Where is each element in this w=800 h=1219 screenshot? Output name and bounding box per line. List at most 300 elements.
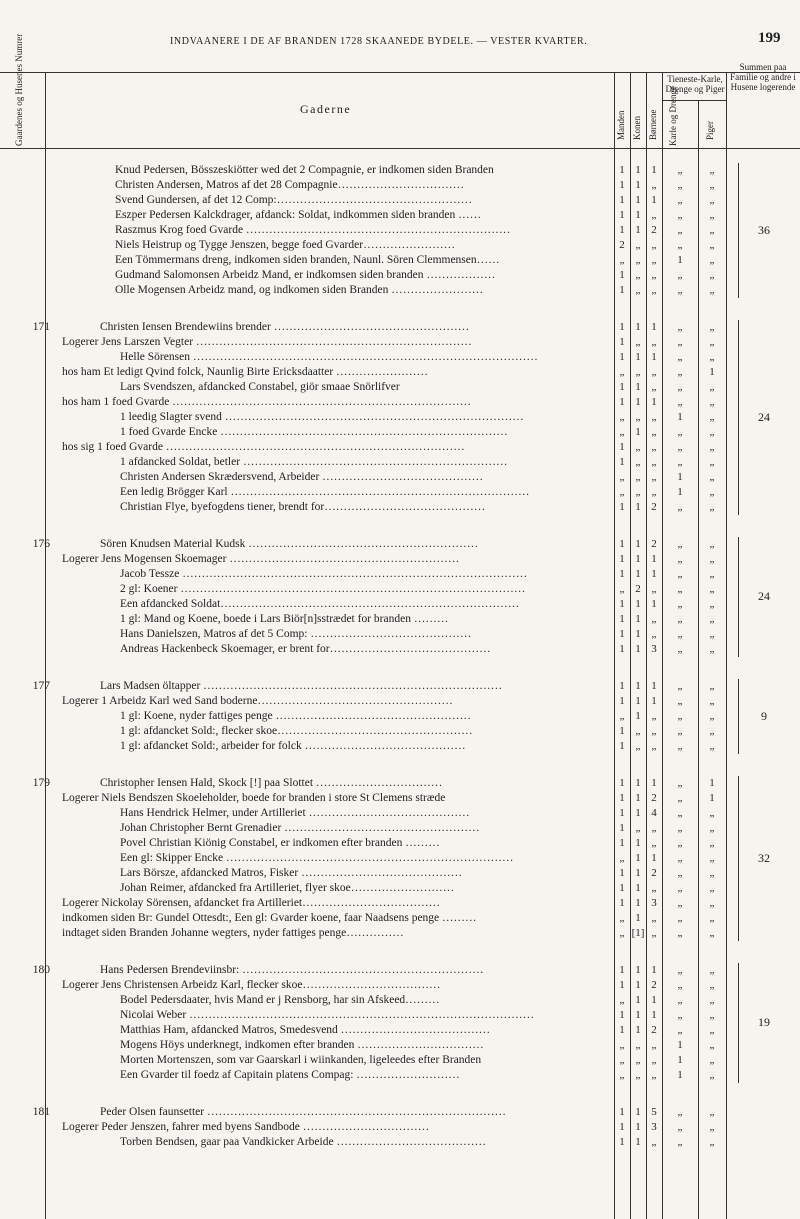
count-cell: „ — [619, 1039, 625, 1051]
entry-text: Helle Sörensen ……………………………………………………………………………… — [120, 351, 538, 363]
entry-text: Lars Svendszen, afdancked Constabel, giör smaae Snörlifver — [120, 381, 400, 393]
count-cell: 1 — [635, 852, 641, 864]
count-cell: 1 — [619, 643, 625, 655]
count-cell: „ — [635, 254, 641, 266]
count-cell: „ — [651, 336, 657, 348]
count-cell: „ — [651, 1054, 657, 1066]
table-row — [0, 1023, 800, 1038]
count-cell: 1 — [677, 254, 683, 266]
count-cell: „ — [651, 837, 657, 849]
count-cell: 1 — [619, 381, 625, 393]
count-cell: 1 — [619, 1121, 625, 1133]
table-row — [0, 851, 800, 866]
count-cell: 1 — [651, 598, 657, 610]
count-cell: 1 — [619, 628, 625, 640]
count-cell: „ — [709, 1136, 715, 1148]
count-cell: „ — [709, 822, 715, 834]
count-cell: 1 — [619, 792, 625, 804]
count-cell: „ — [709, 396, 715, 408]
table-row — [0, 537, 800, 552]
entry-text: Raszmus Krog foed Gvarde …………………………………………………………… — [115, 224, 511, 236]
table-row — [0, 926, 800, 941]
entry-text: Povel Christian Kiönig Constabel, er indkomen efter branden ……… — [120, 837, 440, 849]
count-cell: 1 — [651, 194, 657, 206]
count-cell: „ — [677, 867, 683, 879]
table-row — [0, 911, 800, 926]
servant-men-header: Karle og Drenge — [668, 86, 678, 146]
count-cell: 1 — [619, 680, 625, 692]
count-cell: 1 — [619, 777, 625, 789]
count-cell: 3 — [651, 897, 657, 909]
count-cell: 1 — [677, 1039, 683, 1051]
count-cell: „ — [651, 366, 657, 378]
count-cell: „ — [709, 628, 715, 640]
count-cell: 1 — [635, 1121, 641, 1133]
count-cell: „ — [677, 927, 683, 939]
count-cell: „ — [677, 643, 683, 655]
count-cell: 1 — [619, 613, 625, 625]
count-cell: „ — [709, 979, 715, 991]
count-cell: „ — [651, 927, 657, 939]
count-cell: „ — [677, 1121, 683, 1133]
total-header: Summen paa Familie og andre i Husene logerende — [730, 62, 796, 92]
count-cell: 1 — [635, 882, 641, 894]
house-number: 179 — [32, 777, 50, 789]
table-row — [0, 866, 800, 881]
entry-text: Eszper Pedersen Kalckdrager, afdanck: Soldat, indkommen siden branden …… — [115, 209, 482, 221]
count-cell: 1 — [619, 456, 625, 468]
entry-text: Christian Flye, byefogdens tiener, brendt for…………………………………… — [120, 501, 486, 513]
count-cell: „ — [709, 209, 715, 221]
entry-text: Bodel Pedersdaater, hvis Mand er j Rensborg, har sin Afskeed……… — [120, 994, 440, 1006]
entry-text: Logerer 1 Arbeidz Karl wed Sand boderne…………………………………………… — [62, 695, 453, 707]
running-header: INDVAANERE I DE AF BRANDEN 1728 SKAANEDE BYDELE. — VESTER KVARTER. — [170, 36, 588, 47]
count-cell: „ — [619, 852, 625, 864]
count-cell: „ — [677, 1106, 683, 1118]
count-cell: „ — [677, 725, 683, 737]
count-cell: „ — [651, 710, 657, 722]
count-cell: „ — [619, 1054, 625, 1066]
count-cell: „ — [651, 1069, 657, 1081]
count-cell: 2 — [635, 583, 641, 595]
table-row — [0, 320, 800, 335]
count-cell: „ — [709, 456, 715, 468]
entry-text: Gudmand Salomonsen Arbeidz Mand, er indkomsen siden branden ……………… — [115, 269, 496, 281]
table-row — [0, 163, 800, 178]
count-cell: „ — [709, 643, 715, 655]
entry-text: Een Tömmermans dreng, indkomen siden branden, Naunl. Sören Clemmensen…… — [115, 254, 500, 266]
count-cell: [1] — [631, 927, 645, 939]
entry-text: Svend Gundersen, af det 12 Comp:…………………………………………… — [115, 194, 473, 206]
count-cell: „ — [709, 553, 715, 565]
count-cell: „ — [677, 979, 683, 991]
count-cell: 1 — [619, 1009, 625, 1021]
count-cell: 1 — [635, 792, 641, 804]
count-cell: „ — [709, 501, 715, 513]
entry-text: Logerer Jens Larszen Vegter ……………………………………………………………… — [62, 336, 472, 348]
count-cell: 1 — [635, 964, 641, 976]
count-cell: „ — [709, 725, 715, 737]
streets-header: Gaderne — [300, 102, 352, 116]
count-cell: 1 — [635, 1136, 641, 1148]
count-cell: 1 — [635, 179, 641, 191]
count-cell: „ — [677, 269, 683, 281]
count-cell: 1 — [651, 351, 657, 363]
entry-text: indkomen siden Br: Gundel Ottesdt:, Een gl: Gvarder koene, faar Naadsens penge ……… — [62, 912, 477, 924]
count-cell: „ — [709, 538, 715, 550]
count-cell: „ — [635, 1039, 641, 1051]
count-cell: „ — [677, 852, 683, 864]
count-cell: „ — [635, 411, 641, 423]
entry-text: 2 gl: Koener ……………………………………………………………………………… — [120, 583, 526, 595]
count-cell: „ — [651, 411, 657, 423]
entry-text: Hans Hendrick Helmer, under Artilleriet …………………………………… — [120, 807, 470, 819]
count-cell: 1 — [619, 822, 625, 834]
count-cell: „ — [709, 486, 715, 498]
count-cell: 1 — [677, 486, 683, 498]
page-number: 199 — [758, 30, 781, 46]
count-cell: 1 — [619, 209, 625, 221]
entry-text: Sören Knudsen Material Kudsk …………………………………………………… — [100, 538, 479, 550]
count-cell: 1 — [651, 994, 657, 1006]
count-cell: „ — [677, 822, 683, 834]
house-number: 171 — [32, 321, 50, 333]
count-cell: „ — [709, 927, 715, 939]
entry-text: 1 gl: afdancket Sold:, arbeider for folck …………………………………… — [120, 740, 466, 752]
count-cell: 2 — [651, 224, 657, 236]
table-row — [0, 694, 800, 709]
table-row — [0, 963, 800, 978]
count-cell: 1 — [619, 194, 625, 206]
entry-text: Johan Christopher Bernt Grenadier …………………………………………… — [120, 822, 480, 834]
count-cell: 1 — [635, 710, 641, 722]
count-cell: „ — [651, 822, 657, 834]
count-cell: „ — [635, 471, 641, 483]
count-cell: 1 — [619, 695, 625, 707]
entry-text: Andreas Hackenbeck Skoemager, er brent for…………………………………… — [120, 643, 491, 655]
count-cell: 3 — [651, 1121, 657, 1133]
servants-group-header: Tieneste-Karle, Drenge og Piger — [665, 74, 725, 94]
count-cell: „ — [635, 456, 641, 468]
table-row — [0, 1008, 800, 1023]
entry-text: Een ledig Brögger Karl …………………………………………………………………… — [120, 486, 530, 498]
count-cell: „ — [709, 1121, 715, 1133]
table-row — [0, 993, 800, 1008]
count-cell: „ — [651, 381, 657, 393]
entry-text: Logerer Nickolay Sörensen, afdancket fra Artilleriet……………………………… — [62, 897, 441, 909]
count-cell: „ — [677, 792, 683, 804]
count-cell: „ — [635, 284, 641, 296]
count-cell: „ — [619, 710, 625, 722]
entry-text: 1 gl: Mand og Koene, boede i Lars Biör[n]sstrædet for branden ……… — [120, 613, 449, 625]
house-number: 176 — [32, 538, 50, 550]
count-cell: „ — [709, 336, 715, 348]
count-cell: 1 — [635, 598, 641, 610]
entry-text: Lars Madsen öltapper …………………………………………………………………… — [100, 680, 503, 692]
entry-text: Matthias Ham, afdancked Matros, Smedesvend ………………………………… — [120, 1024, 491, 1036]
entry-text: Niels Heistrup og Tygge Jenszen, begge foed Gvarder…………………… — [115, 239, 456, 251]
count-cell: „ — [709, 867, 715, 879]
count-cell: „ — [635, 725, 641, 737]
count-cell: „ — [709, 351, 715, 363]
count-cell: „ — [709, 1024, 715, 1036]
count-cell: „ — [709, 411, 715, 423]
table-row — [0, 739, 800, 754]
count-cell: 1 — [619, 964, 625, 976]
count-cell: „ — [677, 426, 683, 438]
table-row — [0, 223, 800, 238]
count-cell: „ — [651, 441, 657, 453]
count-cell: „ — [677, 912, 683, 924]
table-row — [0, 806, 800, 821]
count-cell: 1 — [619, 1106, 625, 1118]
entry-text: 1 leedig Slagter svend …………………………………………………………………… — [120, 411, 524, 423]
count-cell: „ — [709, 224, 715, 236]
count-cell: 1 — [619, 321, 625, 333]
count-cell: 1 — [635, 643, 641, 655]
table-row — [0, 350, 800, 365]
count-cell: „ — [709, 1039, 715, 1051]
count-cell: „ — [619, 471, 625, 483]
count-cell: „ — [709, 269, 715, 281]
table-row — [0, 679, 800, 694]
count-cell: 1 — [635, 321, 641, 333]
count-cell: „ — [677, 882, 683, 894]
header-bottom-rule — [0, 148, 800, 149]
count-cell: „ — [651, 254, 657, 266]
count-cell: „ — [677, 441, 683, 453]
count-cell: „ — [651, 1136, 657, 1148]
count-cell: 1 — [619, 867, 625, 879]
entry-text: Peder Olsen faunsetter …………………………………………………………………… — [100, 1106, 506, 1118]
count-cell: „ — [677, 598, 683, 610]
count-cell: „ — [677, 209, 683, 221]
count-cell: 1 — [619, 598, 625, 610]
count-cell: „ — [651, 284, 657, 296]
count-cell: 1 — [619, 179, 625, 191]
count-cell: 1 — [651, 680, 657, 692]
entry-text: 1 gl: Koene, nyder fattiges penge …………………………………………… — [120, 710, 472, 722]
count-cell: 1 — [677, 1054, 683, 1066]
entry-text: 1 foed Gvarde Encke ………………………………………………………………… — [120, 426, 508, 438]
count-cell: 2 — [619, 239, 625, 251]
count-cell: „ — [709, 613, 715, 625]
count-cell: „ — [709, 1069, 715, 1081]
servant-girls-header: Piger — [705, 121, 715, 140]
count-cell: 2 — [651, 1024, 657, 1036]
entry-text: hos ham Et ledigt Qvind folck, Naunlig Birte Ericksdaatter …………………… — [62, 366, 429, 378]
count-cell: „ — [619, 1069, 625, 1081]
count-cell: 1 — [709, 777, 715, 789]
count-cell: 2 — [651, 979, 657, 991]
entry-text: Christen Andersen Skrædersvend, Arbeider …………………………………… — [120, 471, 484, 483]
count-cell: 1 — [635, 568, 641, 580]
count-cell: „ — [677, 456, 683, 468]
count-cell: 1 — [619, 568, 625, 580]
table-row — [0, 612, 800, 627]
men-header: Manden — [616, 110, 626, 140]
count-cell: 1 — [635, 628, 641, 640]
table-row — [0, 597, 800, 612]
count-cell: 1 — [619, 807, 625, 819]
count-cell: „ — [709, 583, 715, 595]
table-row — [0, 582, 800, 597]
entry-text: Hans Danielszen, Matros af det 5 Comp: …………………………………… — [120, 628, 472, 640]
count-cell: „ — [677, 336, 683, 348]
count-cell: „ — [635, 239, 641, 251]
count-cell: „ — [709, 912, 715, 924]
count-cell: „ — [677, 321, 683, 333]
table-row — [0, 178, 800, 193]
count-cell: „ — [651, 740, 657, 752]
entry-text: Christen Iensen Brendewiins brender …………………………………………… — [100, 321, 470, 333]
count-cell: 1 — [635, 897, 641, 909]
group-total: 24 — [758, 409, 770, 424]
count-cell: 2 — [651, 501, 657, 513]
count-cell: 1 — [635, 164, 641, 176]
table-row — [0, 410, 800, 425]
entry-text: hos ham 1 foed Gvarde …………………………………………………………………… — [62, 396, 472, 408]
count-cell: „ — [619, 411, 625, 423]
entry-text: Logerer Niels Bendszen Skoeleholder, boede for branden i store St Clemens stræde — [62, 792, 446, 804]
count-cell: 1 — [709, 792, 715, 804]
count-cell: „ — [709, 598, 715, 610]
group-total: 9 — [761, 708, 767, 723]
count-cell: 1 — [651, 568, 657, 580]
table-row — [0, 978, 800, 993]
house-number: 177 — [32, 680, 50, 692]
count-cell: „ — [709, 1106, 715, 1118]
table-row — [0, 380, 800, 395]
count-cell: „ — [709, 426, 715, 438]
count-cell: 1 — [635, 837, 641, 849]
entry-text: hos sig 1 foed Gvarde …………………………………………………………………… — [62, 441, 465, 453]
count-cell: „ — [677, 837, 683, 849]
table-row — [0, 208, 800, 223]
count-cell: „ — [651, 583, 657, 595]
count-cell: „ — [677, 897, 683, 909]
count-cell: „ — [709, 381, 715, 393]
count-cell: 2 — [651, 792, 657, 804]
count-cell: 1 — [635, 501, 641, 513]
count-cell: „ — [677, 628, 683, 640]
count-cell: 1 — [635, 867, 641, 879]
table-row — [0, 821, 800, 836]
entry-text: Johan Reimer, afdancked fra Artilleriet, flyer skoe……………………… — [120, 882, 455, 894]
count-cell: 1 — [635, 1106, 641, 1118]
count-cell: 1 — [619, 740, 625, 752]
entry-text: Olle Mogensen Arbeidz mand, og indkomen siden Branden …………………… — [115, 284, 484, 296]
count-cell: „ — [677, 179, 683, 191]
table-row — [0, 395, 800, 410]
table-row — [0, 440, 800, 455]
count-cell: 5 — [651, 1106, 657, 1118]
count-cell: „ — [651, 209, 657, 221]
table-row — [0, 425, 800, 440]
table-row — [0, 1053, 800, 1068]
count-cell: „ — [709, 882, 715, 894]
count-cell: „ — [677, 777, 683, 789]
count-cell: 1 — [635, 613, 641, 625]
count-cell: „ — [619, 927, 625, 939]
count-cell: 1 — [635, 680, 641, 692]
table-row — [0, 1135, 800, 1150]
count-cell: „ — [709, 568, 715, 580]
entry-text: Mogens Höys underknegt, indkomen efter branden …………………………… — [120, 1039, 484, 1051]
count-cell: „ — [677, 710, 683, 722]
count-cell: 1 — [651, 553, 657, 565]
count-cell: „ — [635, 269, 641, 281]
entry-text: Nicolai Weber ……………………………………………………………………………… — [120, 1009, 535, 1021]
count-cell: „ — [677, 583, 683, 595]
count-cell: „ — [635, 1069, 641, 1081]
count-cell: „ — [677, 381, 683, 393]
table-row — [0, 253, 800, 268]
count-cell: „ — [709, 1054, 715, 1066]
count-cell: „ — [619, 583, 625, 595]
count-cell: 1 — [651, 321, 657, 333]
count-cell: 1 — [619, 224, 625, 236]
count-cell: „ — [651, 471, 657, 483]
count-cell: 1 — [635, 695, 641, 707]
count-cell: 1 — [619, 164, 625, 176]
entry-text: Lars Börsze, afdancked Matros, Fisker …………………………………… — [120, 867, 463, 879]
count-cell: 1 — [635, 1024, 641, 1036]
table-row — [0, 1105, 800, 1120]
count-cell: 1 — [635, 396, 641, 408]
count-cell: „ — [677, 613, 683, 625]
count-cell: „ — [677, 553, 683, 565]
entry-text: 1 afdancked Soldat, betler …………………………………………………………… — [120, 456, 508, 468]
count-cell: 1 — [651, 852, 657, 864]
table-row — [0, 1068, 800, 1083]
table-row — [0, 283, 800, 298]
count-cell: „ — [677, 239, 683, 251]
entry-text: Logerer Peder Jenszen, fahrer med byens Sandbode …………………………… — [62, 1121, 430, 1133]
count-cell: „ — [619, 366, 625, 378]
count-cell: 1 — [651, 777, 657, 789]
group-total: 19 — [758, 1015, 770, 1029]
count-cell: „ — [709, 194, 715, 206]
count-cell: „ — [677, 680, 683, 692]
entry-text: Christopher Iensen Hald, Skock [!] paa Slottet …………………………… — [100, 777, 443, 789]
count-cell: „ — [677, 194, 683, 206]
table-row — [0, 642, 800, 657]
entry-text: Morten Mortenszen, som var Gaarskarl i wiinkanden, ligeleedes efter Branden — [120, 1054, 482, 1066]
count-cell: 1 — [651, 695, 657, 707]
count-cell: 1 — [677, 471, 683, 483]
count-cell: „ — [709, 807, 715, 819]
children-header: Børnene — [648, 109, 658, 140]
count-cell: 1 — [635, 538, 641, 550]
count-cell: 1 — [619, 1024, 625, 1036]
count-cell: „ — [651, 912, 657, 924]
entry-text: Jacob Tessze ……………………………………………………………………………… — [120, 568, 528, 580]
table-row — [0, 470, 800, 485]
count-cell: 1 — [677, 1069, 683, 1081]
count-cell: „ — [635, 486, 641, 498]
count-cell: „ — [651, 613, 657, 625]
count-cell: 4 — [651, 807, 657, 819]
count-cell: „ — [619, 912, 625, 924]
house-number: 181 — [32, 1106, 50, 1118]
count-cell: „ — [651, 1039, 657, 1051]
count-cell: 1 — [651, 396, 657, 408]
count-cell: „ — [677, 366, 683, 378]
count-cell: „ — [709, 321, 715, 333]
count-cell: 1 — [635, 209, 641, 221]
count-cell: „ — [709, 740, 715, 752]
